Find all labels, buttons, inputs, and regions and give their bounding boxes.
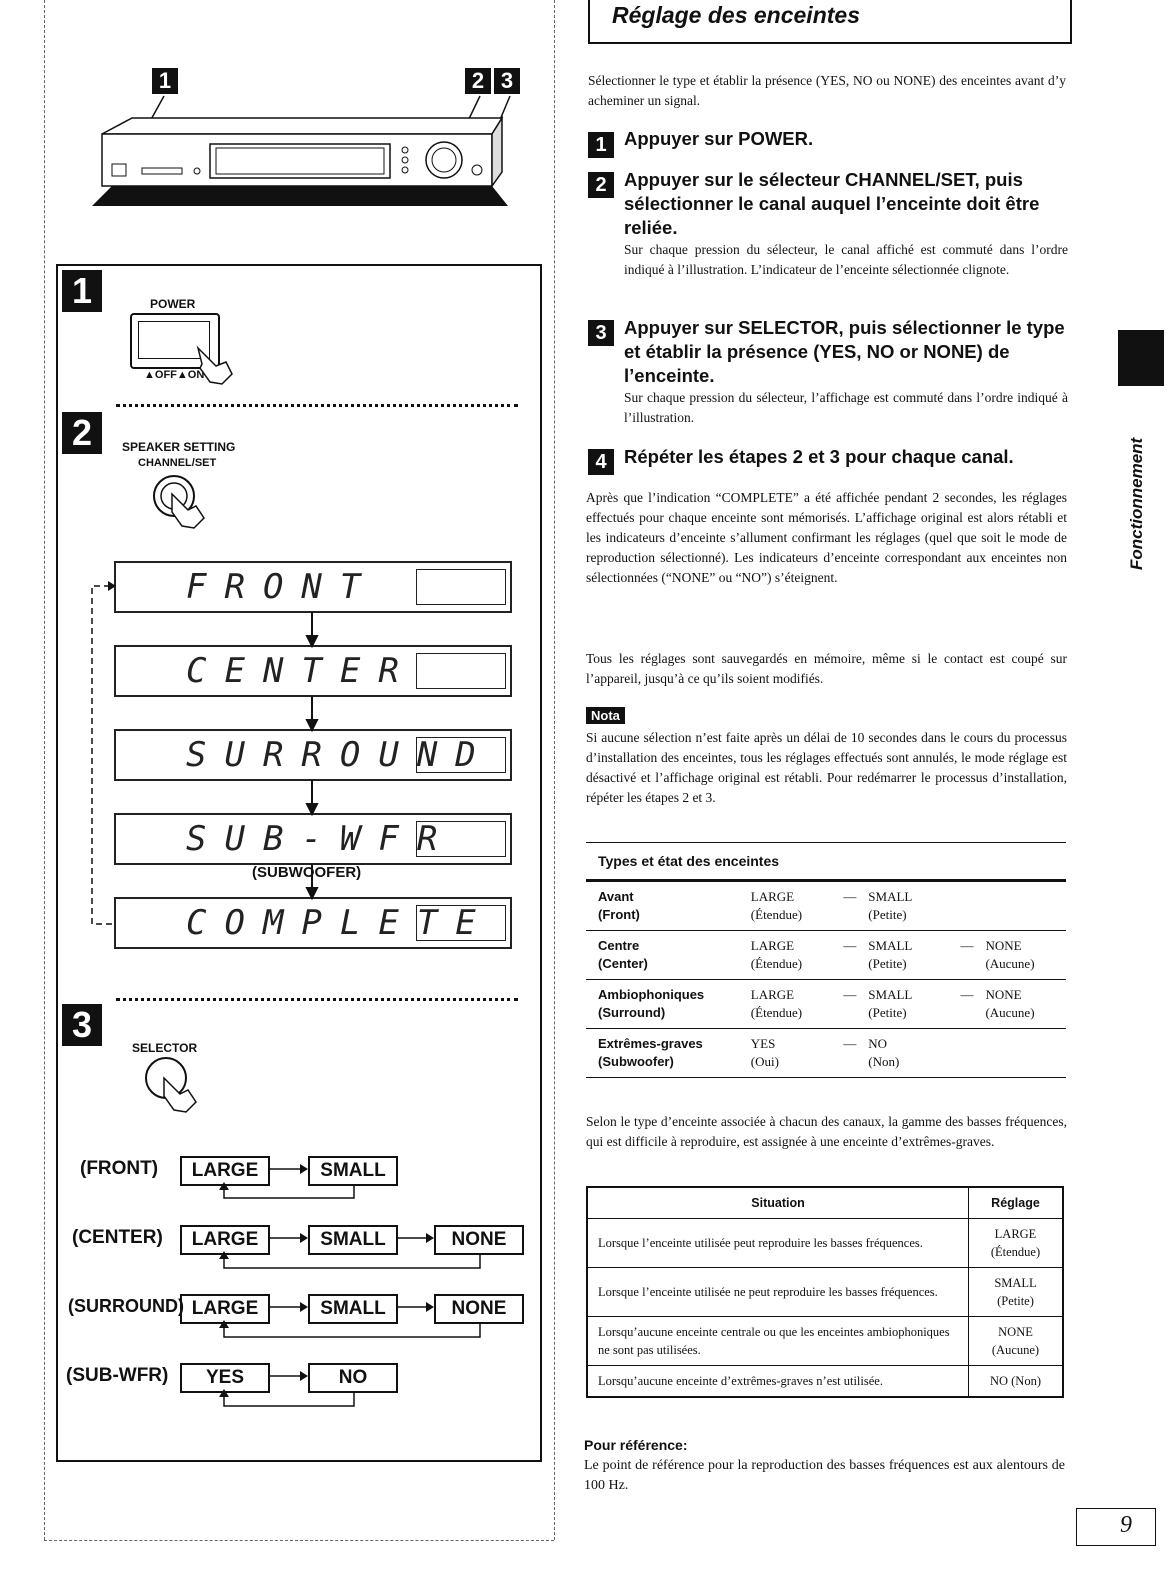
speaker-indicator-icon: [416, 905, 506, 941]
display-surround: SURROUND: [114, 729, 512, 781]
instruction-step-1-badge: 1: [588, 132, 614, 158]
option-center-small: SMALL: [308, 1225, 398, 1255]
option-surround-none: NONE: [434, 1294, 524, 1324]
step-2-badge: 2: [62, 412, 102, 454]
instruction-step-3-badge: 3: [588, 320, 614, 346]
speaker-indicator-icon: [416, 737, 506, 773]
speaker-indicator-icon: [416, 821, 506, 857]
instruction-step-2-heading: Appuyer sur le sélecteur CHANNEL/SET, puis sélectionner le canal auquel l’enceinte doit être reliée.: [624, 169, 1040, 238]
after-text: Après que l’indication “COMPLETE” a été affichée pendant 2 secondes, les réglages effectués pour chaque enceinte sont mémorisés. L’affichage original est alors rétabli et les indicateurs d’enceinte s’allument confirmant les réglages (quel que soit le mode de reproduction sélectionné). Les indicateurs d’enceinte correspondant aux enceintes non sélectionnées (“NONE” ou “NO”) s’éteignent.: [586, 490, 1067, 585]
option-cycle-arrows: [180, 1150, 530, 1410]
subwoofer-caption: (SUBWOOFER): [252, 864, 362, 881]
receiver-illustration: [92, 92, 512, 212]
situation-table: [586, 1186, 1064, 1398]
situation-cell: Lorsque l’enceinte utilisée peut reproduire les basses fréquences.: [587, 1219, 969, 1268]
instruction-step-1-heading: Appuyer sur POWER.: [624, 128, 814, 149]
speaker-indicator-icon: [416, 653, 506, 689]
instruction-step-2-body: Sur chaque pression du sélecteur, le canal affiché est commuté dans l’ordre indiqué à l’illustration. L’indicateur de l’enceinte sélectionnée clignote.: [624, 242, 1068, 277]
setting-cell: NONE (Aucune): [969, 1317, 1064, 1366]
setting-cell: LARGE (Étendue): [969, 1219, 1064, 1268]
side-tab-marker: [1118, 330, 1164, 386]
step-3-badge: 3: [62, 1004, 102, 1046]
side-tab-label: Fonctionnement: [1127, 437, 1146, 570]
situation-cell: Lorsque l’enceinte utilisée ne peut reproduire les basses fréquences.: [587, 1268, 969, 1317]
option-row-front-label: (FRONT): [80, 1158, 159, 1179]
page-number: 9: [1120, 1512, 1132, 1538]
situation-row: [587, 1317, 1063, 1366]
option-subwfr-yes: YES: [180, 1363, 270, 1393]
reference-heading: Pour référence:: [584, 1437, 688, 1453]
instruction-step-3-body: Sur chaque pression du sélecteur, l’affichage est commuté dans l’ordre indiqué à l’illustration.: [624, 390, 1068, 425]
display-center: CENTER: [114, 645, 512, 697]
memory-text: Tous les réglages sont sauvegardés en mémoire, même si le contact est coupé sur l’appareil, jusqu’à ce qu’ils soient modifiés.: [586, 651, 1067, 686]
selector-knob-icon[interactable]: [140, 1054, 202, 1116]
instruction-step-3-heading: Appuyer sur SELECTOR, puis sélectionner le type et établir la présence (YES, NO or NONE) de l’enceinte.: [624, 317, 1065, 386]
types-table-row: Avant (Front) LARGE (Étendue) — SMALL (Petite): [586, 882, 1066, 931]
instruction-step-2-badge: 2: [588, 172, 614, 198]
display-front: FRONT: [114, 561, 512, 613]
option-center-none: NONE: [434, 1225, 524, 1255]
option-surround-small: SMALL: [308, 1294, 398, 1324]
types-table-title: Types et état des enceintes: [586, 842, 1066, 882]
page-number-box: [1076, 1508, 1156, 1546]
channel-set-knob-icon[interactable]: [150, 472, 210, 532]
power-switch-label: ▲OFF▲ON: [144, 369, 205, 381]
situation-row: [587, 1366, 1063, 1398]
bass-text: Selon le type d’enceinte associée à chacun des canaux, la gamme des basses fréquences, qui est difficile à reproduire, est assignée à une enceinte d’extrêmes-graves.: [586, 1114, 1067, 1149]
step-1-badge: 1: [62, 270, 102, 312]
types-table-grid: [586, 882, 1066, 1078]
option-row-center-label: (CENTER): [72, 1227, 163, 1248]
nota-text: Si aucune sélection n’est faite après un délai de 10 secondes dans le cours du processus d’installation des enceintes, tous les réglages effectués sont annulés, le mode réglage est désactivé et l’affichage original est rétabli. Pour redémarrer le processus d’installation, répéter les étapes 2 et 3.: [586, 730, 1067, 805]
reference-text: Le point de référence pour la reproduction des basses fréquences est aux alentours de 100 Hz.: [584, 1458, 1065, 1493]
device-label-1: 1: [152, 68, 178, 94]
types-table-row: Extrêmes-graves (Subwoofer) YES (Oui) — NO (Non): [586, 1029, 1066, 1078]
situation-cell: Lorsqu’aucune enceinte d’extrêmes-graves n’est utilisée.: [587, 1366, 969, 1398]
types-table-row: Ambiophoniques (Surround) LARGE (Étendue) — SMALL (Petite) — NONE (Aucune): [586, 980, 1066, 1029]
situation-header: Situation: [587, 1187, 969, 1219]
situation-row: [587, 1219, 1063, 1268]
selector-label: SELECTOR: [132, 1041, 198, 1055]
nota-badge: Nota: [586, 707, 625, 724]
power-label: POWER: [150, 297, 196, 311]
setting-cell: NO (Non): [969, 1366, 1064, 1398]
channel-set-label: CHANNEL/SET: [138, 457, 217, 469]
display-complete: COMPLETE: [114, 897, 512, 949]
setting-header: Réglage: [969, 1187, 1064, 1219]
display-sub-wfr: SUB-WFR: [114, 813, 512, 865]
instruction-step-4-heading: Répéter les étapes 2 et 3 pour chaque canal.: [624, 446, 1014, 467]
option-row-surround-label: (SURROUND): [68, 1296, 184, 1316]
situation-cell: Lorsqu’aucune enceinte centrale ou que les enceintes ambiophoniques ne sont pas utilisées.: [587, 1317, 969, 1366]
speaker-setting-label: SPEAKER SETTING: [122, 440, 236, 454]
separator-dots-2: [116, 998, 518, 1001]
types-table-row: Centre (Center) LARGE (Étendue) — SMALL (Petite) — NONE (Aucune): [586, 931, 1066, 980]
option-front-large: LARGE: [180, 1156, 270, 1186]
page-title: Réglage des enceintes: [612, 2, 860, 28]
device-label-2: 2: [465, 68, 491, 94]
option-subwfr-no: NO: [308, 1363, 398, 1393]
intro-text: Sélectionner le type et établir la présence (YES, NO ou NONE) des enceintes avant d’y acheminer un signal.: [588, 73, 1066, 108]
bottom-border: [44, 1540, 554, 1541]
option-surround-large: LARGE: [180, 1294, 270, 1324]
left-column-border: [44, 0, 45, 1540]
display-flow-arrows: [84, 560, 324, 950]
separator-dots-1: [116, 404, 518, 407]
hand-pointer-icon: [192, 344, 236, 388]
option-front-small: SMALL: [308, 1156, 398, 1186]
column-divider: [554, 0, 555, 1540]
option-row-subwfr-label: (SUB-WFR): [66, 1365, 169, 1386]
types-table: [586, 842, 1066, 1078]
setting-cell: SMALL (Petite): [969, 1268, 1064, 1317]
device-label-3: 3: [494, 68, 520, 94]
situation-row: [587, 1268, 1063, 1317]
option-center-large: LARGE: [180, 1225, 270, 1255]
speaker-indicator-icon: [416, 569, 506, 605]
instruction-step-4-badge: 4: [588, 449, 614, 475]
